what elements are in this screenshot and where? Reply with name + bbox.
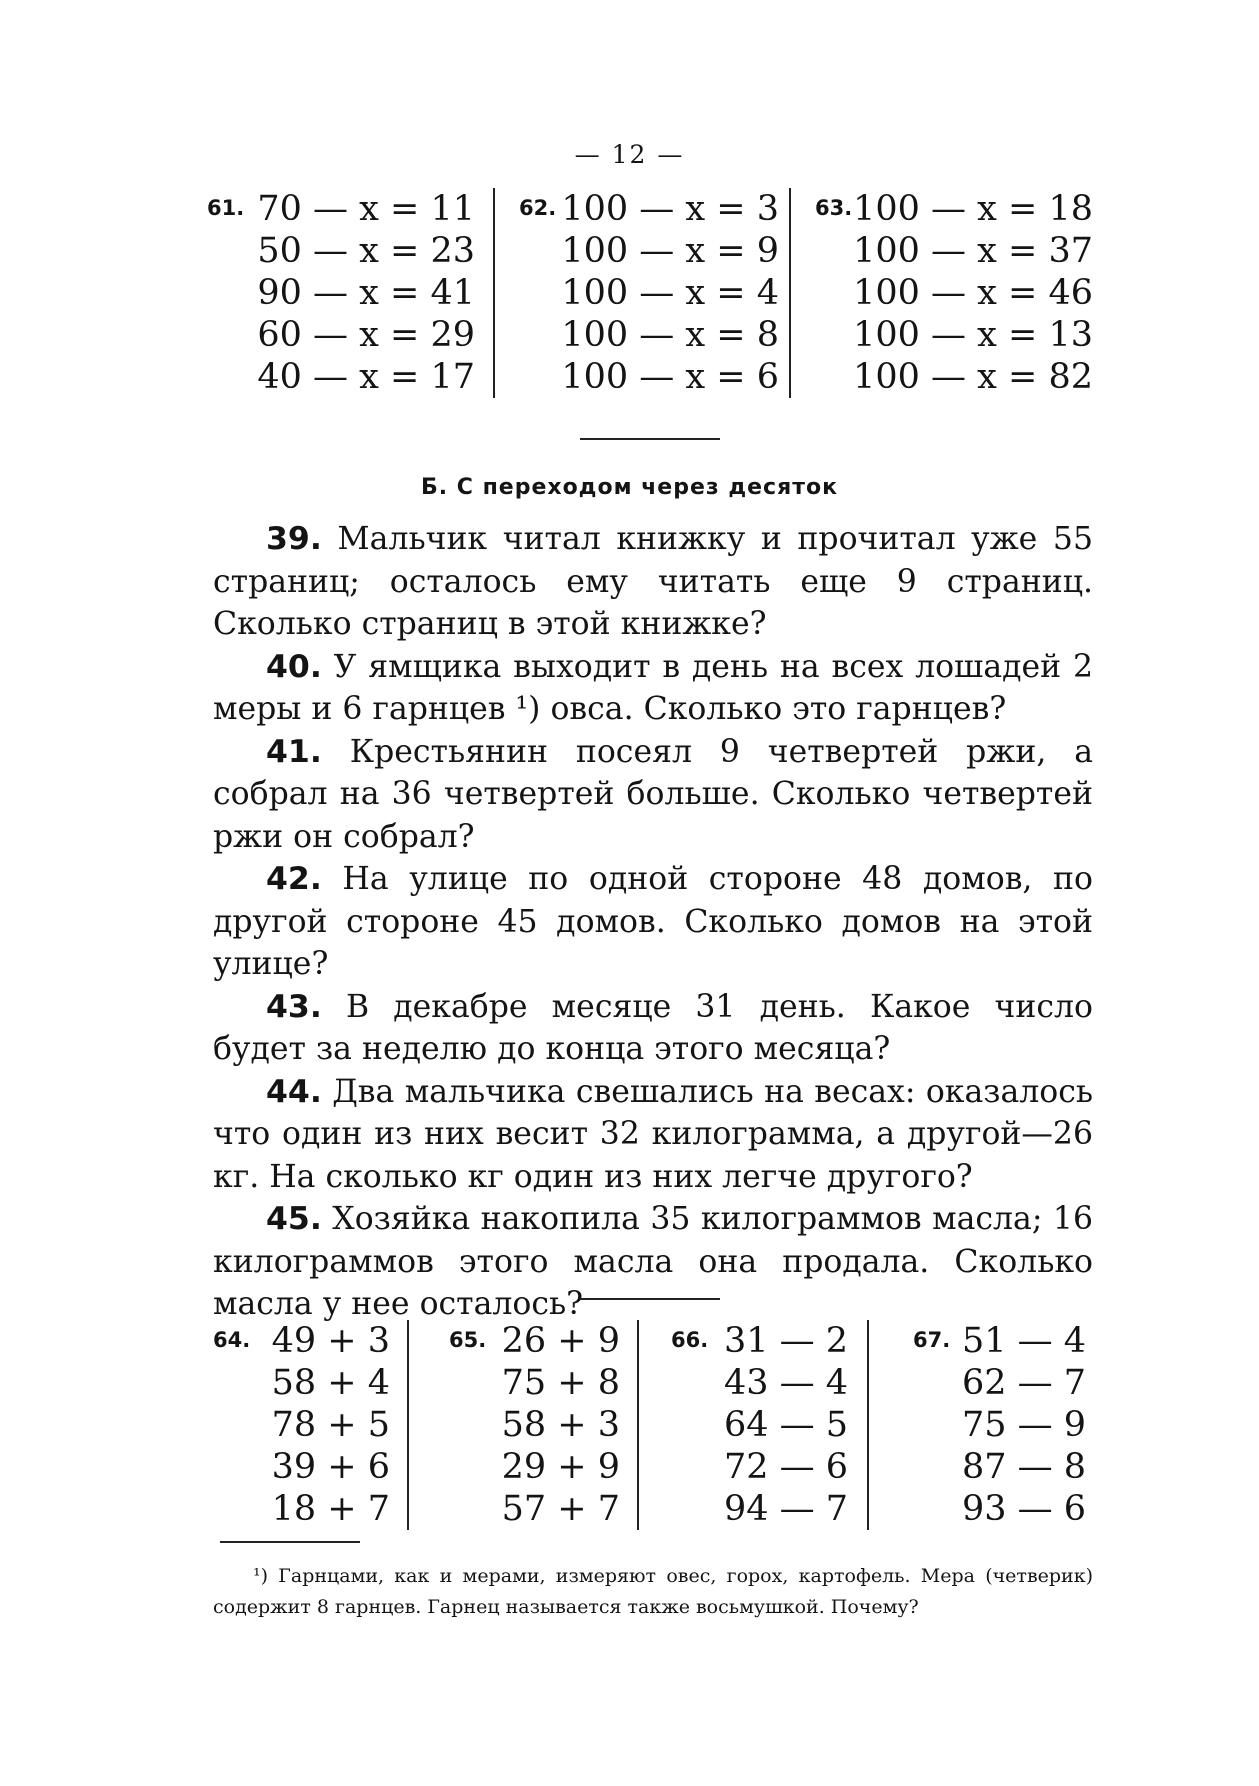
expression: 87 — 8 bbox=[961, 1447, 1086, 1487]
footnote-marker: ¹) bbox=[253, 1565, 269, 1587]
exercise-block bbox=[815, 188, 1095, 398]
expression: 93 — 6 bbox=[961, 1489, 1086, 1529]
exercise-block bbox=[449, 1320, 623, 1530]
problem-item bbox=[213, 518, 1093, 646]
problem-text: Крестьянин посеял 9 четвертей ржи, а собрал на 36 четвертей больше. Сколько четвертей ржи он собрал? bbox=[213, 733, 1093, 855]
expression: 94 — 7 bbox=[723, 1489, 848, 1529]
bottom-exercise-grid bbox=[213, 1320, 1088, 1530]
expression: 62 — 7 bbox=[961, 1363, 1086, 1403]
exercise-number: 66. bbox=[671, 1328, 709, 1352]
expression: 40 — x = 17 bbox=[257, 357, 475, 397]
problem-number: 39. bbox=[266, 521, 322, 557]
problem-number: 40. bbox=[266, 648, 322, 685]
expression: 60 — x = 29 bbox=[257, 315, 475, 355]
exercise-number: 65. bbox=[449, 1328, 487, 1352]
expression: 50 — x = 23 bbox=[257, 231, 475, 271]
expression: 100 — x = 46 bbox=[853, 273, 1093, 313]
expression: 78 + 5 bbox=[271, 1405, 390, 1445]
expression: 90 — x = 41 bbox=[257, 273, 475, 313]
footnote-text: Гарнцами, как и мерами, измеряют овес, горох, картофель. Мера (четверик) содержит 8 гарнцев. Гарнец называется также восьмушкой. Почему? bbox=[213, 1565, 1093, 1618]
exercise-block bbox=[213, 1320, 393, 1530]
exercise-number: 62. bbox=[519, 196, 557, 220]
expression: 100 — x = 37 bbox=[853, 231, 1093, 271]
exercise-block bbox=[913, 1320, 1088, 1530]
expression: 75 — 9 bbox=[961, 1405, 1086, 1445]
section-rule bbox=[580, 438, 720, 440]
expression: 100 — x = 82 bbox=[853, 357, 1093, 397]
expression: 51 — 4 bbox=[961, 1321, 1086, 1361]
exercise-number: 64. bbox=[213, 1328, 251, 1352]
exercise-block bbox=[207, 188, 487, 398]
page-number: — 12 — bbox=[574, 140, 685, 169]
expression: 70 — x = 11 bbox=[257, 189, 475, 229]
problem-number: 41. bbox=[266, 733, 322, 770]
expression: 58 + 4 bbox=[271, 1363, 390, 1403]
column-separator bbox=[407, 1320, 409, 1530]
expression: 49 + 3 bbox=[271, 1321, 390, 1361]
section-rule bbox=[580, 1298, 720, 1300]
expression: 100 — x = 13 bbox=[853, 315, 1093, 355]
problem-text: Два мальчика свешались на весах: оказалось что один из них весит 32 килограмма, а другой—26 кг. На сколько кг один из них легче другого? bbox=[213, 1073, 1093, 1195]
expression: 29 + 9 bbox=[501, 1447, 620, 1487]
expression: 75 + 8 bbox=[501, 1363, 620, 1403]
expression: 58 + 3 bbox=[501, 1405, 620, 1445]
exercise-number: 63. bbox=[815, 196, 853, 220]
problem-text: У ямщика выходит в день на всех лошадей 2 меры и 6 гарнцев ¹) овса. Сколько это гарнцев? bbox=[213, 648, 1093, 727]
exercise-number: 61. bbox=[207, 196, 245, 220]
problem-item bbox=[213, 646, 1093, 731]
problem-number: 44. bbox=[266, 1073, 322, 1110]
expression: 31 — 2 bbox=[723, 1321, 848, 1361]
expression: 100 — x = 9 bbox=[561, 231, 779, 271]
expression: 57 + 7 bbox=[501, 1489, 620, 1529]
problem-text: На улице по одной стороне 48 домов, по другой стороне 45 домов. Сколько домов на этой улице? bbox=[213, 861, 1094, 982]
expression: 72 — 6 bbox=[723, 1447, 848, 1487]
problem-item bbox=[213, 1198, 1093, 1326]
problem-item bbox=[213, 731, 1093, 859]
exercise-number: 67. bbox=[913, 1328, 951, 1352]
expression: 64 — 5 bbox=[723, 1405, 848, 1445]
expression: 39 + 6 bbox=[271, 1447, 390, 1487]
problems-list bbox=[213, 518, 1093, 1326]
problem-number: 42. bbox=[266, 861, 322, 897]
expression: 100 — x = 3 bbox=[561, 189, 779, 229]
problem-text: Мальчик читал книжку и прочитал уже 55 страниц; осталось ему читать еще 9 страниц. Сколько страниц в этой книжке? bbox=[213, 521, 1094, 642]
problem-item bbox=[213, 1071, 1093, 1199]
expression: 18 + 7 bbox=[271, 1489, 390, 1529]
expression: 100 — x = 6 bbox=[561, 357, 779, 397]
exercise-block bbox=[671, 1320, 851, 1530]
problem-number: 45. bbox=[266, 1201, 322, 1237]
expression: 100 — x = 8 bbox=[561, 315, 779, 355]
problem-item bbox=[213, 858, 1093, 986]
footnote-rule bbox=[220, 1541, 360, 1543]
expression: 26 + 9 bbox=[501, 1321, 620, 1361]
section-heading: Б. С переходом через десяток bbox=[421, 475, 838, 500]
column-separator bbox=[637, 1320, 639, 1530]
expression: 100 — x = 4 bbox=[561, 273, 779, 313]
footnote bbox=[213, 1561, 1093, 1623]
problem-number: 43. bbox=[266, 988, 322, 1025]
column-separator bbox=[867, 1320, 869, 1530]
expression: 100 — x = 18 bbox=[853, 189, 1093, 229]
problem-text: Хозяйка накопила 35 килограммов масла; 16 килограммов этого масла она продала. Сколько масла у нее осталось? bbox=[213, 1201, 1093, 1322]
column-separator bbox=[789, 188, 791, 398]
expression: 43 — 4 bbox=[723, 1363, 848, 1403]
problem-item bbox=[213, 986, 1093, 1071]
problem-text: В декабре месяце 31 день. Какое число будет за неделю до конца этого месяца? bbox=[213, 988, 1093, 1067]
column-separator bbox=[493, 188, 495, 398]
top-exercise-grid bbox=[207, 188, 1095, 398]
exercise-block bbox=[519, 188, 781, 398]
